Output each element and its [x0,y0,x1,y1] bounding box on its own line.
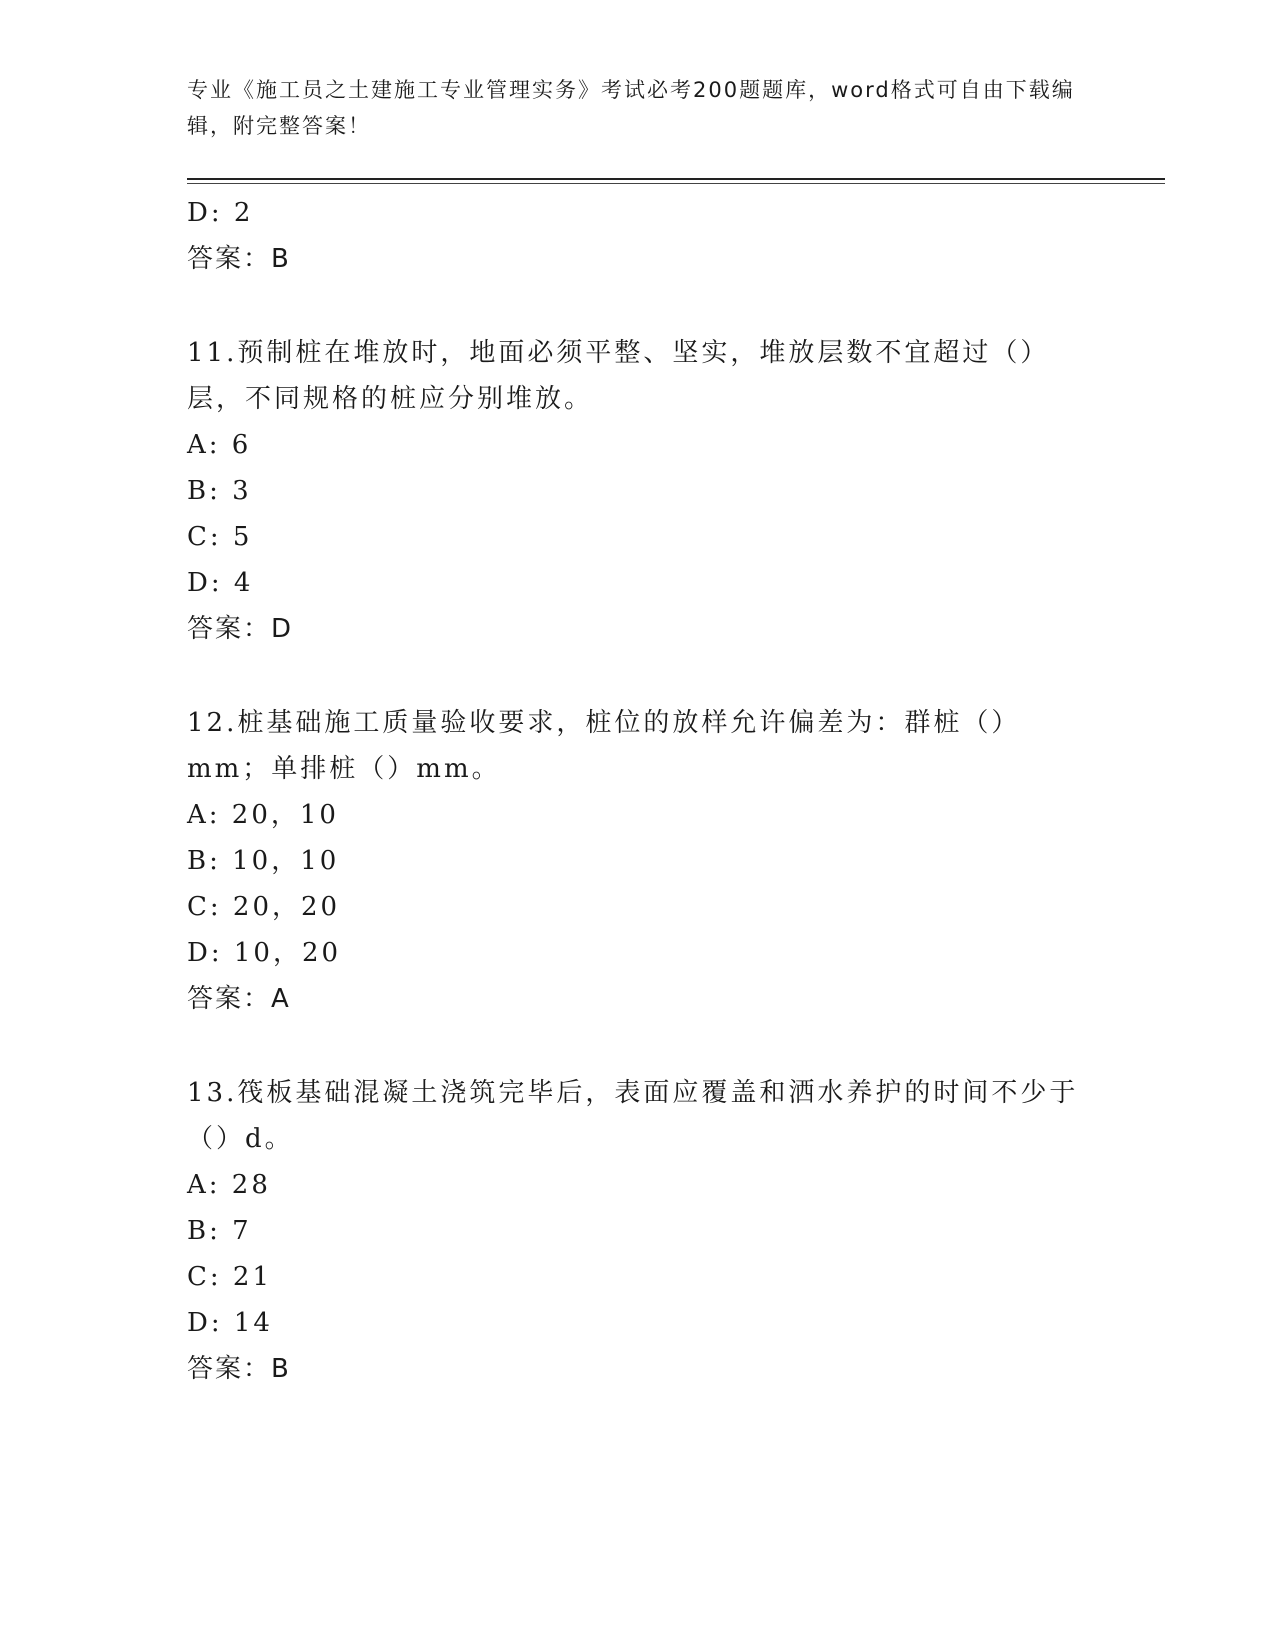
answer: 答案：A [187,984,291,1014]
previous-option-d: D: 2 [187,198,254,228]
option-d: D: 4 [187,568,254,598]
option-c: C: 5 [187,522,253,552]
option-d: D: 10，20 [187,938,342,968]
option-a: A: 6 [187,430,252,460]
option-c: C: 21 [187,1262,273,1292]
answer: 答案：D [187,614,294,644]
header-rule-thin [187,183,1165,184]
header-rule-thick [187,178,1165,180]
question-block-11 [187,330,1087,652]
question-text: 13.筏板基础混凝土浇筑完毕后，表面应覆盖和洒水养护的时间不少于（）d。 [187,1078,1079,1154]
option-b: B: 3 [187,476,252,506]
question-list [187,190,1087,1392]
question-text: 11.预制桩在堆放时，地面必须平整、坚实，堆放层数不宜超过（）层，不同规格的桩应分别堆放。 [187,338,1050,414]
option-a: A: 28 [187,1170,271,1200]
answer: 答案：B [187,1354,291,1384]
previous-answer: 答案：B [187,244,291,274]
option-b: B: 10，10 [187,846,340,876]
question-block-12 [187,700,1087,1022]
document-header: 专业《施工员之土建施工专业管理实务》考试必考200题题库，word格式可自由下载编辑，附完整答案！ [187,78,1075,138]
option-b: B: 7 [187,1216,252,1246]
question-block-13 [187,1070,1087,1392]
option-d: D: 14 [187,1308,273,1338]
option-a: A: 20，10 [187,800,339,830]
option-c: C: 20，20 [187,892,341,922]
question-text: 12.桩基础施工质量验收要求，桩位的放样允许偏差为：群桩（）mm；单排桩（）mm。 [187,708,1021,784]
